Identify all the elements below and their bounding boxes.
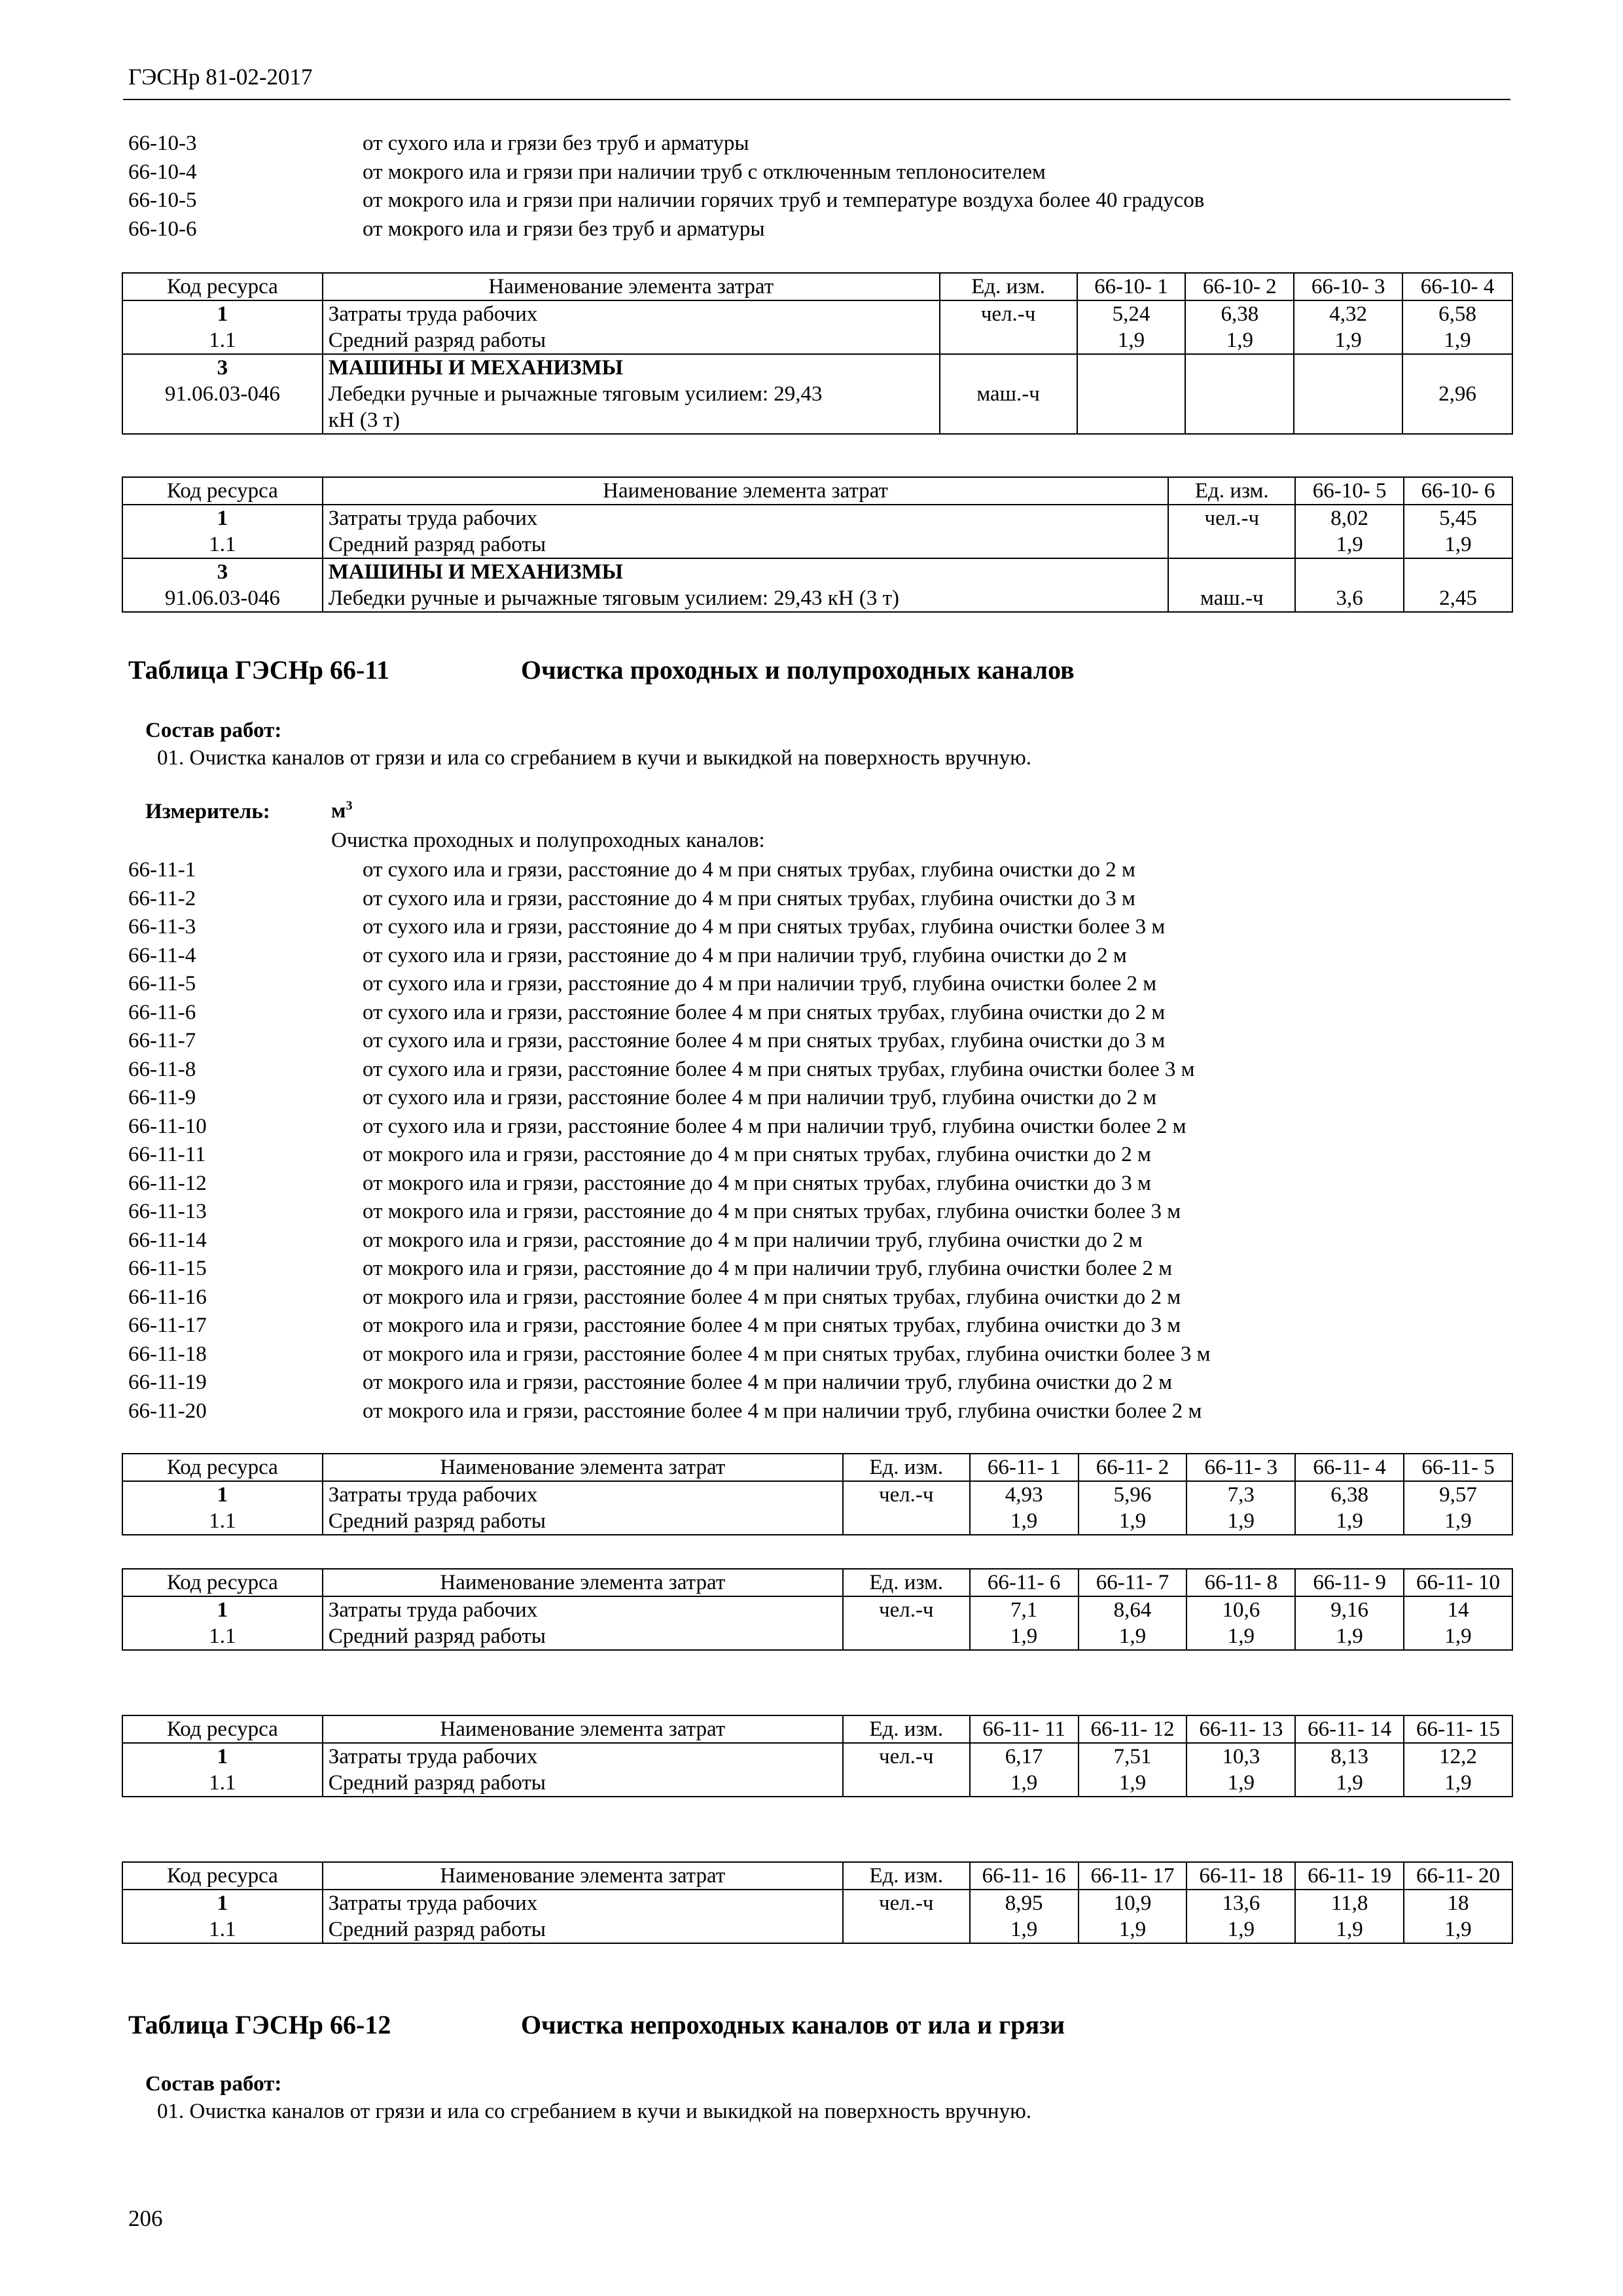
table-row: 1.1 Средний разряд работы 1,9 1,9 1,9 1,9 1,9	[122, 1770, 1512, 1797]
table-row: 1.1 Средний разряд работы 1,9 1,9 1,9 1,9	[122, 327, 1512, 354]
table-row: 1 Затраты труда рабочих чел.-ч 5,24 6,38 4,32 6,58	[122, 300, 1512, 327]
list-item: 66-11-16 от мокрого ила и грязи, расстояние более 4 м при снятых трубах, глубина очистки до 2 м	[128, 1285, 1181, 1309]
list-intro: Очистка проходных и полупроходных каналов:	[331, 829, 765, 852]
table-row: 1 Затраты труда рабочих чел.-ч 4,93 5,96 7,3 6,38 9,57	[122, 1481, 1512, 1508]
table-row: 3 МАШИНЫ И МЕХАНИЗМЫ	[122, 354, 1512, 381]
list-item: 66-11-17 от мокрого ила и грязи, расстояние более 4 м при снятых трубах, глубина очистки до 3 м	[128, 1314, 1181, 1337]
table-6611-b	[122, 1568, 1513, 1651]
list-item: 66-11-19 от мокрого ила и грязи, расстояние более 4 м при наличии труб, глубина очистки до 2 м	[128, 1371, 1173, 1394]
list-item: 66-11-10 от сухого ила и грязи, расстояние более 4 м при наличии труб, глубина очистки более 2 м	[128, 1114, 1186, 1138]
table-header-row: Код ресурса Наименование элемента затрат Ед. изм. 66-11- 6 66-11- 7 66-11- 8 66-11- 9 66-11- 10	[122, 1569, 1512, 1596]
works-text: 01. Очистка каналов от грязи и ила со сгребанием в кучи и выкидкой на поверхность вручную.	[157, 2100, 1031, 2123]
list-item: 66-11-18 от мокрого ила и грязи, расстояние более 4 м при снятых трубах, глубина очистки более 3 м	[128, 1342, 1211, 1366]
works-label: Состав работ:	[145, 2072, 282, 2096]
table-6611-d	[122, 1861, 1513, 1944]
table-header-row: Код ресурса Наименование элемента затрат Ед. изм. 66-11- 1 66-11- 2 66-11- 3 66-11- 4 66-11- 5	[122, 1454, 1512, 1481]
document-header: ГЭСНр 81-02-2017	[128, 64, 313, 90]
table-row: 1.1 Средний разряд работы 1,9 1,9 1,9 1,9 1,9	[122, 1508, 1512, 1535]
list-item: 66-11-1 от сухого ила и грязи, расстояние до 4 м при снятых трубах, глубина очистки до 2 м	[128, 858, 1135, 882]
table-6611-title	[128, 655, 1075, 685]
list-item: 66-11-4 от сухого ила и грязи, расстояние до 4 м при наличии труб, глубина очистки до 2 м	[128, 943, 1127, 967]
table-6612-prefix: Таблица ГЭСНр 66-12	[128, 2010, 391, 2039]
list-item: 66-11-14 от мокрого ила и грязи, расстояние до 4 м при наличии труб, глубина очистки до 2 м	[128, 1228, 1143, 1252]
list-item: 66-11-3 от сухого ила и грязи, расстояние до 4 м при снятых трубах, глубина очистки более 3 м	[128, 915, 1166, 939]
table-header-row: Код ресурса Наименование элемента затрат Ед. изм. 66-10- 5 66-10- 6	[122, 477, 1512, 505]
list-item: 66-11-6 от сухого ила и грязи, расстояние более 4 м при снятых трубах, глубина очистки до 2 м	[128, 1000, 1166, 1024]
table-row: 1.1 Средний разряд работы 1,9 1,9 1,9 1,9 1,9	[122, 1916, 1512, 1943]
table-6611-c	[122, 1715, 1513, 1797]
table-row: 1 Затраты труда рабочих чел.-ч 8,95 10,9 13,6 11,8 18	[122, 1890, 1512, 1916]
list-item: 66-11-13 от мокрого ила и грязи, расстояние до 4 м при снятых трубах, глубина очистки более 3 м	[128, 1200, 1181, 1223]
table-6612-title	[128, 2009, 1065, 2040]
table-row: 91.06.03-046 Лебедки ручные и рычажные тяговым усилием: 29,43 кН (3 т) маш.-ч 2,96	[122, 381, 1512, 434]
list-item: 66-11-5 от сухого ила и грязи, расстояние до 4 м при наличии труб, глубина очистки более 2 м	[128, 972, 1157, 996]
table-6612-name: Очистка непроходных каналов от ила и грязи	[521, 2010, 1065, 2039]
table-6610-a	[122, 272, 1513, 435]
meter-label: Измеритель:	[145, 800, 270, 823]
table-row: 1 Затраты труда рабочих чел.-ч 7,1 8,64 10,6 9,16 14	[122, 1596, 1512, 1623]
table-row: 1.1 Средний разряд работы 1,9 1,9 1,9 1,9 1,9	[122, 1623, 1512, 1650]
table-row: 1 Затраты труда рабочих чел.-ч 8,02 5,45	[122, 505, 1512, 531]
table-header-row: Код ресурса Наименование элемента затрат Ед. изм. 66-10- 1 66-10- 2 66-10- 3 66-10- 4	[122, 273, 1512, 300]
page-number: 206	[128, 2206, 163, 2231]
table-row: 3 МАШИНЫ И МЕХАНИЗМЫ	[122, 558, 1512, 585]
meter-unit: $м^3$	[331, 798, 353, 823]
table-6611-prefix: Таблица ГЭСНр 66-11	[128, 655, 390, 685]
list-item: 66-11-9 от сухого ила и грязи, расстояние более 4 м при наличии труб, глубина очистки до 2 м	[128, 1086, 1157, 1109]
list-item: 66-11-2 от сухого ила и грязи, расстояние до 4 м при снятых трубах, глубина очистки до 3 м	[128, 886, 1135, 910]
table-row: 1 Затраты труда рабочих чел.-ч 6,17 7,51 10,3 8,13 12,2	[122, 1743, 1512, 1770]
works-label: Состав работ:	[145, 719, 282, 742]
list-6610	[128, 130, 1204, 243]
table-row: 91.06.03-046 Лебедки ручные и рычажные тяговым усилием: 29,43 кН (3 т) маш.-ч 3,6 2,45	[122, 585, 1512, 612]
table-row: 1.1 Средний разряд работы 1,9 1,9	[122, 531, 1512, 558]
table-header-row: Код ресурса Наименование элемента затрат Ед. изм. 66-11- 16 66-11- 17 66-11- 18 66-11- 19 66-11- 20	[122, 1862, 1512, 1890]
list-item: 66-10-5 от мокрого ила и грязи при наличии горячих труб и температуре воздуха более 40 градусов	[128, 188, 1205, 212]
list-item: 66-11-11 от мокрого ила и грязи, расстояние до 4 м при снятых трубах, глубина очистки до 2 м	[128, 1143, 1151, 1166]
list-item: 66-11-7 от сухого ила и грязи, расстояние более 4 м при снятых трубах, глубина очистки до 3 м	[128, 1029, 1166, 1052]
list-item: 66-11-20 от мокрого ила и грязи, расстояние более 4 м при наличии труб, глубина очистки более 2 м	[128, 1399, 1202, 1423]
list-6611	[128, 856, 1211, 1426]
header-rule	[123, 99, 1510, 100]
table-6611-a	[122, 1453, 1513, 1535]
list-item: 66-11-8 от сухого ила и грязи, расстояние более 4 м при снятых трубах, глубина очистки более 3 м	[128, 1057, 1195, 1081]
list-item: 66-10-3 от сухого ила и грязи без труб и арматуры	[128, 132, 749, 155]
table-6610-b	[122, 476, 1513, 613]
table-6611-name: Очистка проходных и полупроходных каналов	[521, 655, 1075, 685]
list-item: 66-11-15 от мокрого ила и грязи, расстояние до 4 м при наличии труб, глубина очистки более 2 м	[128, 1257, 1173, 1280]
works-text: 01. Очистка каналов от грязи и ила со сгребанием в кучи и выкидкой на поверхность вручную.	[157, 746, 1031, 770]
list-item: 66-10-4 от мокрого ила и грязи при наличии труб с отключенным теплоносителем	[128, 160, 1046, 184]
list-item: 66-10-6 от мокрого ила и грязи без труб и арматуры	[128, 217, 765, 241]
list-item: 66-11-12 от мокрого ила и грязи, расстояние до 4 м при снятых трубах, глубина очистки до 3 м	[128, 1171, 1151, 1195]
table-header-row: Код ресурса Наименование элемента затрат Ед. изм. 66-11- 11 66-11- 12 66-11- 13 66-11- 14 66-11- 15	[122, 1715, 1512, 1743]
